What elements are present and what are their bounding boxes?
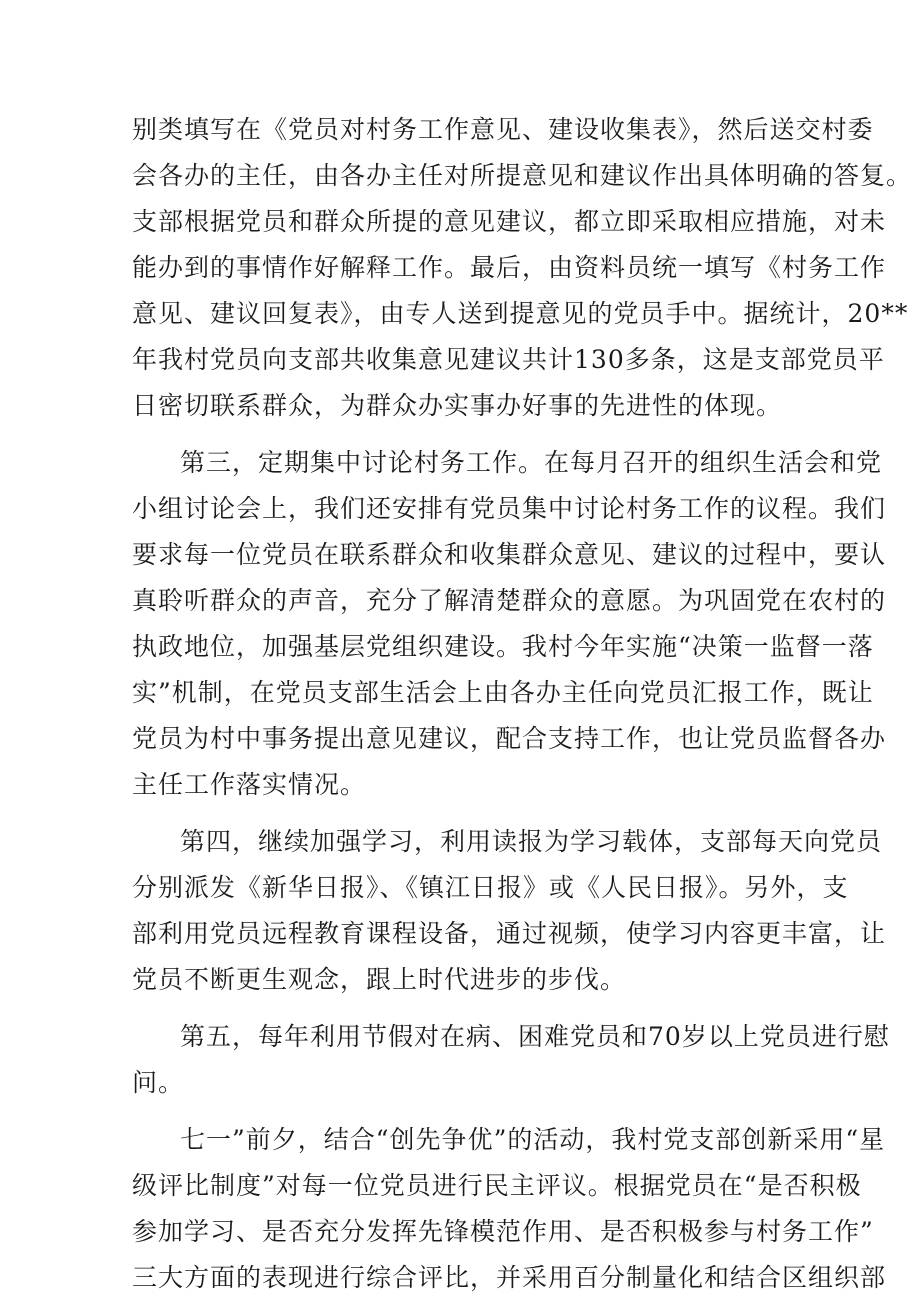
text-line: 问。 <box>132 1068 185 1097</box>
text-line: 年我村党员向支部共收集意见建议共计130多条，这是支部党员平 <box>132 345 885 374</box>
paragraph-first-line: 七一”前夕，结合“创先争优”的活动，我村党支部创新采用“星 <box>180 1125 886 1154</box>
text-line: 真聆听群众的声音，充分了解清楚群众的意愿。为巩固党在农村的 <box>132 586 887 615</box>
text-line: 级评比制度”对每一位党员进行民主评议。根据党员在“是否积极 <box>132 1171 862 1200</box>
text-line: 别类填写在《党员对村务工作意见、建设收集表》，然后送交村委 <box>132 115 874 144</box>
text-line: 执政地位，加强基层党组织建设。我村今年实施“决策一监督一落 <box>132 632 874 661</box>
text-line: 日密切联系群众，为群众办实事办好事的先进性的体现。 <box>132 391 783 420</box>
text-line: 党员为村中事务提出意见建议，配合支持工作，也让党员监督各办 <box>132 724 887 753</box>
text-line: 分别派发《新华日报》、《镇江日报》或《人民日报》。另外，支 <box>132 873 849 902</box>
text-line: 会各办的主任，由各办主任对所提意见和建议作出具体明确的答复。 <box>132 161 913 190</box>
text-line: 要求每一位党员在联系群众和收集群众意见、建议的过程中，要认 <box>132 540 887 569</box>
paragraph-first-line: 第五，每年利用节假对在病、困难党员和70岁以上党员进行慰 <box>180 1022 890 1051</box>
text-line: 能办到的事情作好解释工作。最后，由资料员统一填写《村务工作 <box>132 253 887 282</box>
paragraph-first-line: 第三，定期集中讨论村务工作。在每月召开的组织生活会和党 <box>180 448 883 477</box>
text-line: 部利用党员远程教育课程设备，通过视频，使学习内容更丰富，让 <box>132 919 887 948</box>
text-line: 支部根据党员和群众所提的意见建议，都立即采取相应措施，对未 <box>132 207 887 236</box>
text-line: 党员不断更生观念，跟上时代进步的步伐。 <box>132 965 627 994</box>
text-line: 小组讨论会上，我们还安排有党员集中讨论村务工作的议程。我们 <box>132 494 887 523</box>
text-line: 参加学习、是否充分发挥先锋模范作用、是否积极参与村务工作” <box>132 1217 874 1246</box>
text-line: 三大方面的表现进行综合评比，并采用百分制量化和结合区组织部 <box>132 1263 887 1292</box>
text-line: 实”机制，在党员支部生活会上由各办主任向党员汇报工作，既让 <box>132 678 874 707</box>
text-line: 主任工作落实情况。 <box>132 770 367 799</box>
paragraph-first-line: 第四，继续加强学习，利用读报为学习载体，支部每天向党员 <box>180 827 883 856</box>
text-line: 意见、建议回复表》，由专人送到提意见的党员手中。据统计，20** <box>132 299 909 328</box>
